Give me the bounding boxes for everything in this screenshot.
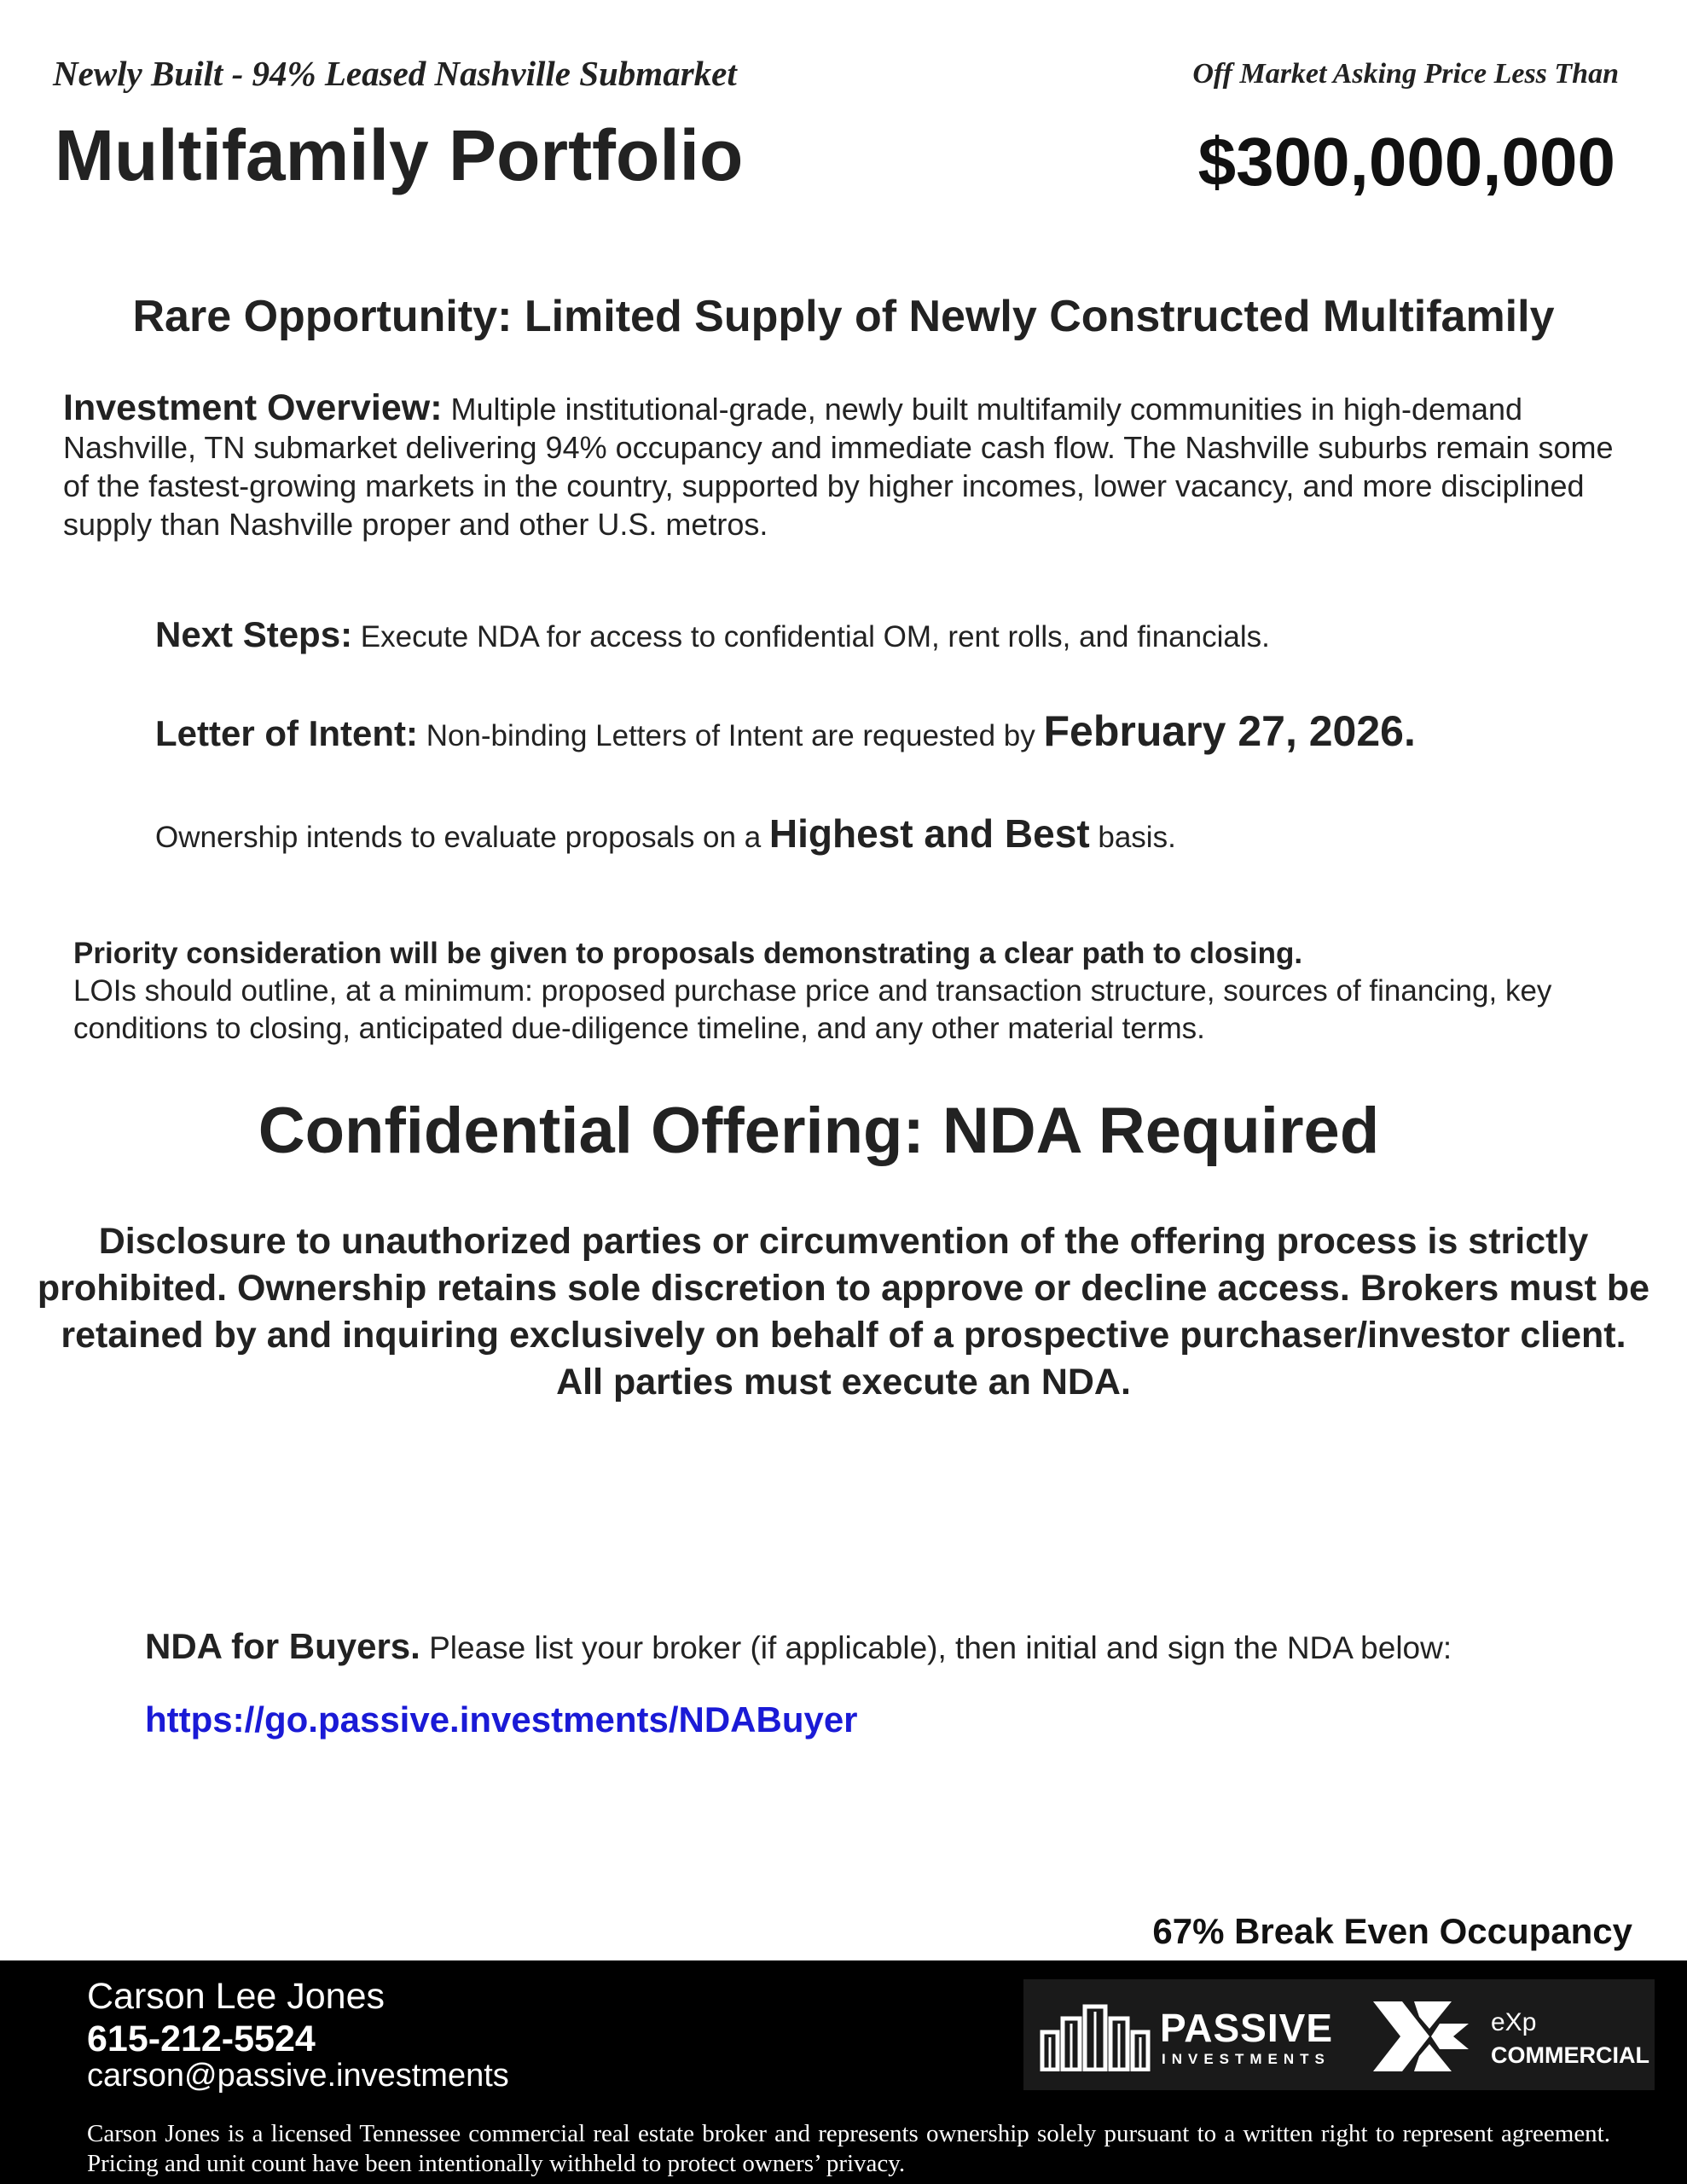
- subtitle: Rare Opportunity: Limited Supply of Newly Constructed Multifamily: [132, 292, 1555, 341]
- disclaimer: Carson Jones is a licensed Tennessee commercial real estate broker and represents ownership solely pursuant to a written right to represent agreement. Pricing and unit count have been intentionally withheld to protect owners’ privacy.: [87, 2120, 1610, 2177]
- logos: [1023, 1979, 1655, 2090]
- evaluation-basis: [155, 810, 1176, 857]
- next-steps-label: Next Steps:: [155, 614, 353, 654]
- tagline: Newly Built - 94% Leased Nashville Submarket: [53, 54, 737, 93]
- page-title: Multifamily Portfolio: [55, 115, 744, 195]
- agent-name: Carson Lee Jones: [87, 1976, 385, 2017]
- nda-label: NDA for Buyers.: [145, 1626, 420, 1666]
- overview-label: Investment Overview:: [63, 387, 443, 428]
- confidential-heading: Confidential Offering: NDA Required: [258, 1095, 1380, 1167]
- evaluation-suffix: basis.: [1089, 821, 1176, 854]
- priority-headline: Priority consideration will be given to proposals demonstrating a clear path to closing.: [73, 937, 1303, 970]
- letter-of-intent: [155, 706, 1416, 756]
- investment-overview: [63, 389, 1632, 543]
- priority-consideration: [73, 935, 1651, 1048]
- evaluation-emphasis: Highest and Best: [768, 811, 1090, 856]
- agent-phone: 615-212-5524: [87, 2018, 316, 2059]
- passive-logo-text: PASSIVE: [1160, 2006, 1333, 2050]
- loi-date: February 27, 2026.: [1043, 707, 1416, 755]
- break-even-occupancy: 67% Break Even Occupancy: [1152, 1911, 1632, 1951]
- building-skyline-icon: [1037, 2003, 1157, 2071]
- priority-text: LOIs should outline, at a minimum: proposed purchase price and transaction structure, sources of financing, key conditions to closing, anticipated due-diligence timeline, and any other material terms.: [73, 974, 1552, 1045]
- exp-logo-text: eXp: [1491, 2008, 1537, 2036]
- agent-email: carson@passive.investments: [87, 2058, 509, 2094]
- next-steps-text: Execute NDA for access to confidential OM, rent rolls, and financials.: [352, 620, 1270, 653]
- disclosure-text: Disclosure to unauthorized parties or circumvention of the offering process is strictly prohibited. Ownership retains sole discretion to approve or decline access. Brokers must be retained by and inquiring exclusively on behalf of a prospective purchaser/investor client. All parties must execute an NDA.: [37, 1221, 1650, 1403]
- nda-link[interactable]: https://go.passive.investments/NDABuyer: [145, 1699, 858, 1740]
- asking-price: $300,000,000: [1197, 124, 1615, 200]
- footer: [0, 1960, 1687, 2184]
- nda-text: Please list your broker (if applicable), then initial and sign the NDA below:: [420, 1630, 1452, 1665]
- exp-x-icon: [1370, 1998, 1472, 2075]
- next-steps: [155, 614, 1270, 655]
- price-label: Off Market Asking Price Less Than: [1192, 58, 1619, 90]
- commercial-logo-text: COMMERCIAL: [1491, 2042, 1649, 2068]
- passive-logo-subtext: INVESTMENTS: [1162, 2051, 1330, 2067]
- loi-text: Non-binding Letters of Intent are requested by: [417, 719, 1044, 752]
- nda-for-buyers: [145, 1626, 1452, 1667]
- evaluation-prefix: Ownership intends to evaluate proposals on a: [155, 821, 769, 854]
- overview-text: Multiple institutional-grade, newly built multifamily communities in high-demand Nashville, TN submarket delivering 94% occupancy and immediate cash flow. The Nashville suburbs remain some of the fastest-growing markets in the country, supported by higher incomes, lower vacancy, and more disciplined supply than Nashville proper and other U.S. metros.: [63, 392, 1614, 542]
- loi-label: Letter of Intent:: [155, 713, 418, 753]
